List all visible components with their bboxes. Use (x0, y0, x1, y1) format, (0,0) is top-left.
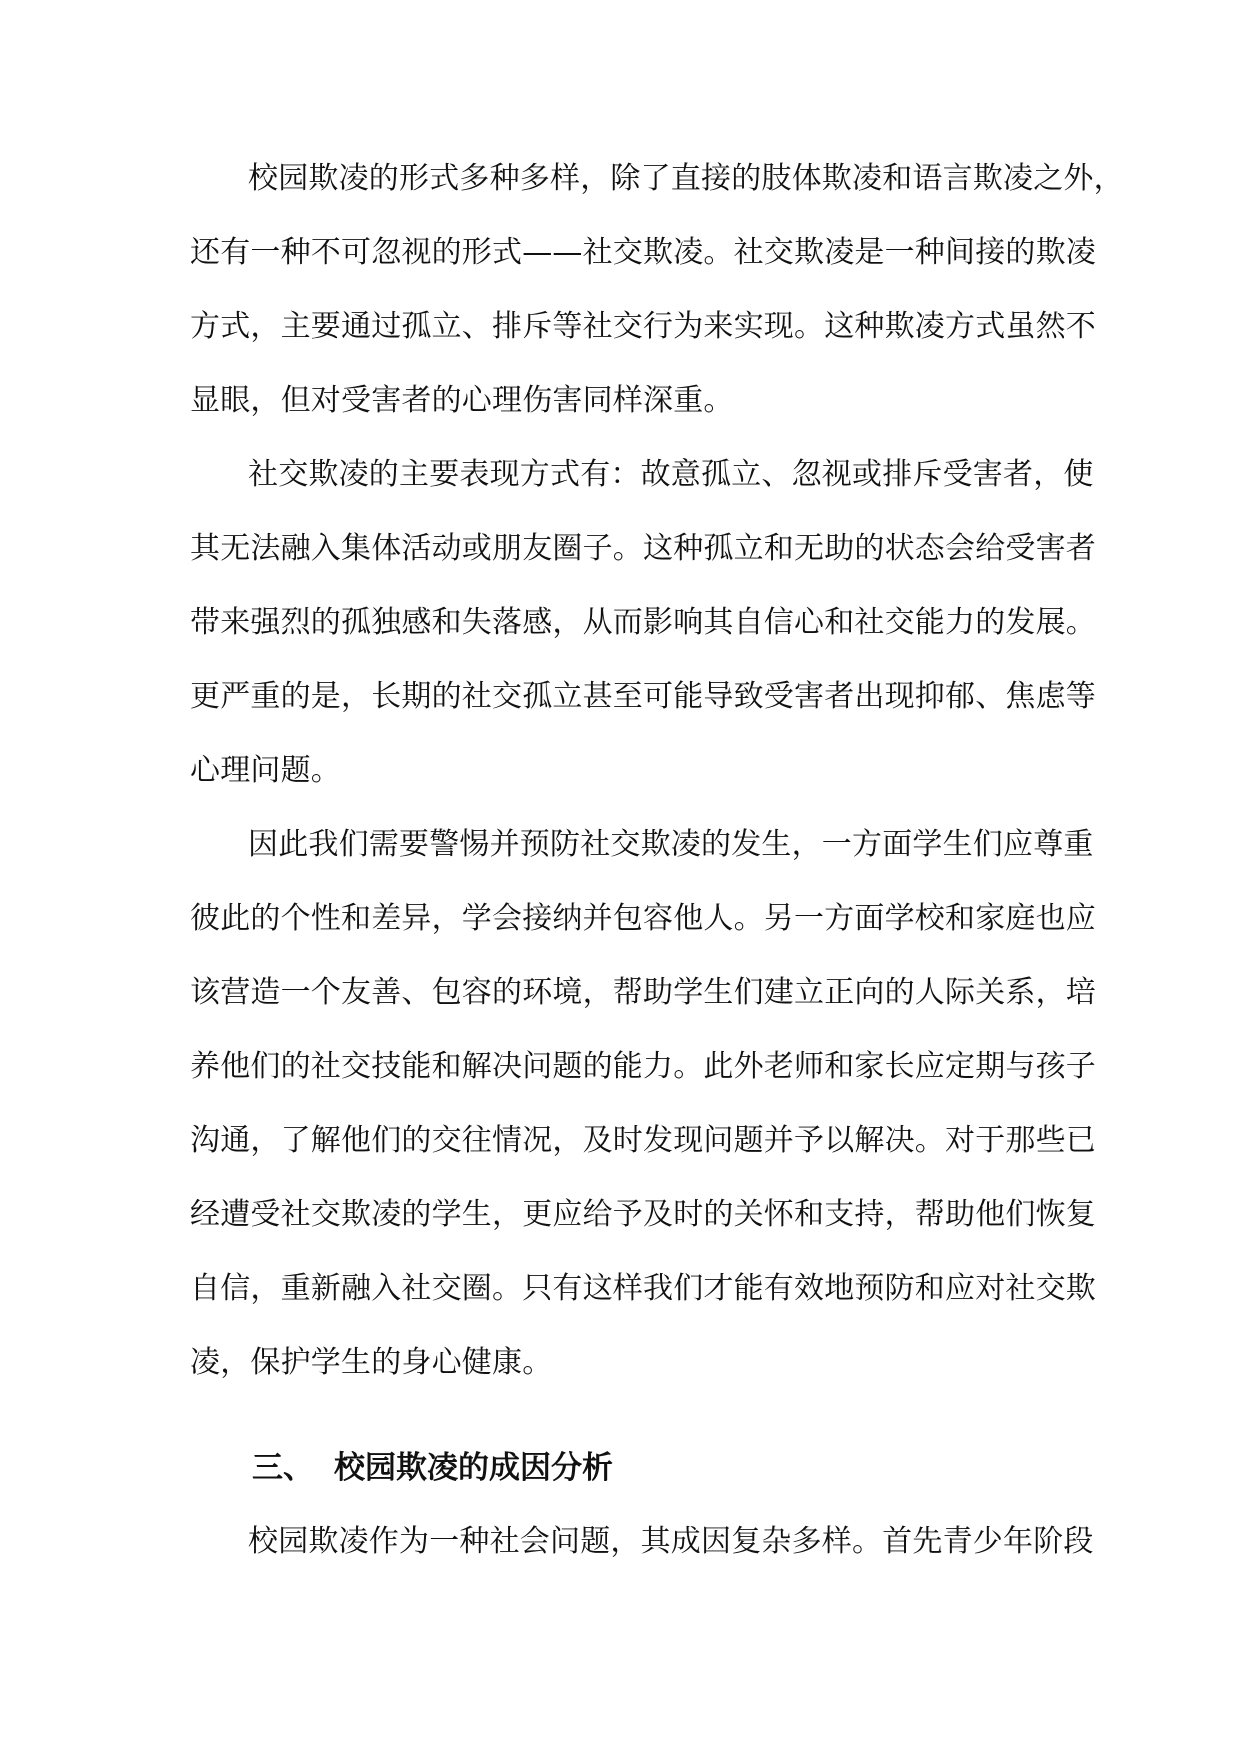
text-line: 养他们的社交技能和解决问题的能力。此外老师和家长应定期与孩子 (190, 1049, 1096, 1084)
text-line: 其无法融入集体活动或朋友圈子。这种孤立和无助的状态会给受害者 (190, 531, 1096, 566)
text-line: 自信，重新融入社交圈。只有这样我们才能有效地预防和应对社交欺 (190, 1271, 1096, 1306)
text-line: 更严重的是，长期的社交孤立甚至可能导致受害者出现抑郁、焦虑等 (190, 679, 1096, 714)
text-line: 带来强烈的孤独感和失落感，从而影响其自信心和社交能力的发展。 (190, 605, 1096, 640)
paragraph-prevention (190, 808, 1096, 1400)
text-line: 还有一种不可忽视的形式——社交欺凌。社交欺凌是一种间接的欺凌 (190, 235, 1096, 270)
text-line: 经遭受社交欺凌的学生，更应给予及时的关怀和支持，帮助他们恢复 (190, 1197, 1096, 1232)
section-title: 校园欺凌的成因分析 (334, 1450, 613, 1486)
text-line: 校园欺凌作为一种社会问题，其成因复杂多样。首先青少年阶段 (248, 1524, 1094, 1559)
paragraph-social-bullying-forms (190, 142, 1124, 438)
paragraph-social-bullying-manifestations (190, 438, 1096, 808)
text-line: 凌，保护学生的身心健康。 (190, 1345, 553, 1380)
text-line: 心理问题。 (190, 753, 341, 788)
document-body (190, 142, 1124, 1579)
text-line: 因此我们需要警惕并预防社交欺凌的发生，一方面学生们应尊重 (248, 827, 1094, 862)
paragraph-causes-intro (190, 1505, 1094, 1579)
text-line: 校园欺凌的形式多种多样，除了直接的肢体欺凌和语言欺凌之外， (248, 161, 1124, 196)
text-line: 方式，主要通过孤立、排斥等社交行为来实现。这种欺凌方式虽然不 (190, 309, 1096, 344)
text-line: 显眼，但对受害者的心理伤害同样深重。 (190, 383, 734, 418)
section-heading (190, 1431, 1070, 1505)
text-line: 彼此的个性和差异，学会接纳并包容他人。另一方面学校和家庭也应 (190, 901, 1096, 936)
text-line: 该营造一个友善、包容的环境，帮助学生们建立正向的人际关系，培 (190, 975, 1096, 1010)
text-line: 社交欺凌的主要表现方式有：故意孤立、忽视或排斥受害者，使 (248, 457, 1094, 492)
section-number: 三、 (252, 1450, 314, 1486)
text-line: 沟通，了解他们的交往情况，及时发现问题并予以解决。对于那些已 (190, 1123, 1096, 1158)
